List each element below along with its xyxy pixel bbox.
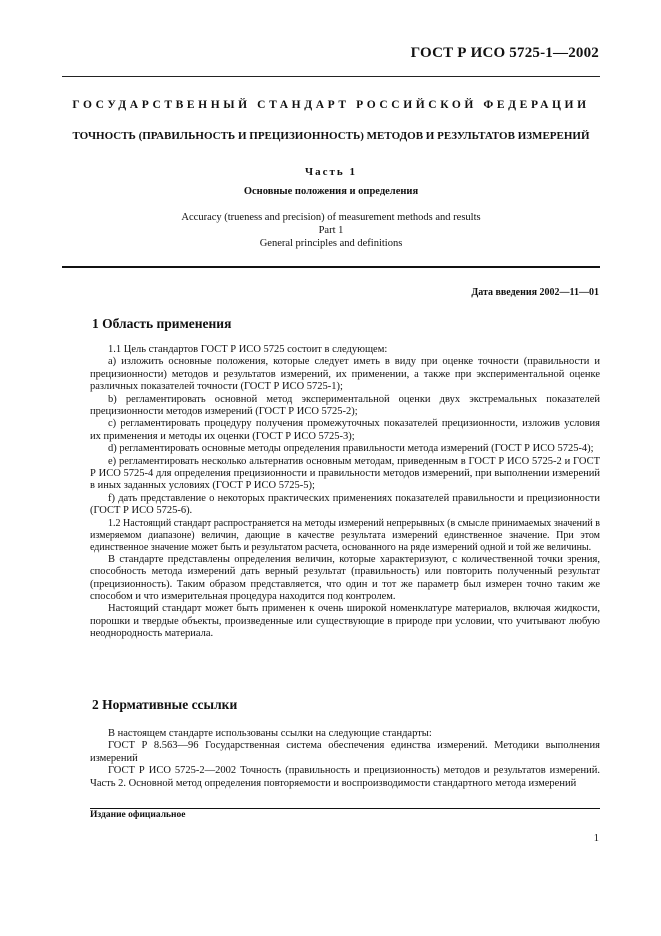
state-standard-title: ГОСУДАРСТВЕННЫЙ СТАНДАРТ РОССИЙСКОЙ ФЕДЕРАЦИИ <box>72 99 590 111</box>
references-intro: В настоящем стандарте использованы ссылки на следующие стандарты: <box>108 728 432 739</box>
list-item-a: а) изложить основные положения, которые следует иметь в виду при оценке точности (правильности и прецизионности) методов и результатов измерений, их применении, а также при экспериментальной оценке различных показателей точности (ГОСТ Р ИСО 5725-1); <box>90 356 600 393</box>
header-divider <box>62 76 600 77</box>
reference-2: ГОСТ Р ИСО 5725-2—2002 Точность (правильность и прецизионность) методов и результатов измерений. Часть 2. Основной метод определения повторяемости и воспроизводимости стандартного метода измерений <box>90 765 600 789</box>
section-2-body <box>90 728 600 790</box>
document-number: ГОСТ Р ИСО 5725-1—2002 <box>410 45 599 61</box>
part-subtitle: Основные положения и определения <box>243 186 419 197</box>
paragraph-1-1: 1.1 Цель стандартов ГОСТ Р ИСО 5725 состоит в следующем: <box>108 344 388 355</box>
english-title: Accuracy (trueness and precision) of measurement methods and results <box>181 212 481 223</box>
reference-1: ГОСТ Р 8.563—96 Государственная система обеспечения единства измерений. Методики выполнения измерений <box>90 740 600 764</box>
english-title-block <box>62 211 600 250</box>
footer-divider <box>90 808 600 809</box>
list-item-e: e) регламентировать несколько альтернатив основным методам, приведенным в ГОСТ Р ИСО 5725-2 и ГОСТ Р ИСО 5725-4 для определения прецизионности и правильности методов измерений, при выполнении измерений в иных заданных условиях (ГОСТ Р ИСО 5725-5); <box>90 455 600 492</box>
paragraph-1-2: 1.2 Настоящий стандарт распространяется на методы измерений непрерывных (в смысле принимаемых значений в измеряемом диапазоне) величин, дающие в качестве результата измерений единственное значение. При этом единственное значение может быть и результатом расчета, основанного на ряде измерений одной и той же величины. <box>90 517 600 553</box>
introduction-date: Дата введения 2002—11—01 <box>471 287 599 298</box>
page-number: 1 <box>593 833 599 844</box>
list-item-f: f) дать представление о некоторых практических применениях показателей правильности и прецизионности (ГОСТ Р ИСО 5725-6). <box>90 492 600 517</box>
list-item-b: b) регламентировать основной метод экспериментальной оценки двух экстремальных показателей прецизионности методов измерений (ГОСТ Р ИСО 5725-2); <box>90 393 600 418</box>
paragraph-applicability: Настоящий стандарт может быть применен к очень широкой номенклатуре материалов, включая жидкости, порошки и твердые объекты, произведенные или существующие в природе при условии, что учитывают любую неоднородность материала. <box>90 603 600 640</box>
list-item-c: c) регламентировать процедуру получения промежуточных показателей прецизионности, изложив условия их применения и методы их оценки (ГОСТ Р ИСО 5725-3); <box>90 418 600 442</box>
section-1-body <box>90 344 600 641</box>
section-1-heading: 1 Область применения <box>92 316 232 331</box>
part-label: Часть 1 <box>305 166 357 178</box>
list-item-d: d) регламентировать основные методы определения правильности метода измерений (ГОСТ Р ИСО 5725-4); <box>108 443 594 455</box>
english-part: Part 1 <box>318 225 344 236</box>
title-divider <box>62 266 600 268</box>
section-2-heading: 2 Нормативные ссылки <box>92 697 238 712</box>
english-subtitle: General principles and definitions <box>259 238 403 249</box>
official-edition-note: Издание официальное <box>90 810 186 820</box>
paragraph-definitions: В стандарте представлены определения величин, которые характеризуют, с количественной точки зрения, способность метода измерений дать верный результат (правильность) или повторить полученный результат (прецизионность). Таким образом представляется, что один и тот же параметр был измерен точно таким же способом и что измерительная процедура находится под контролем. <box>90 553 600 602</box>
standard-title: ТОЧНОСТЬ (ПРАВИЛЬНОСТЬ И ПРЕЦИЗИОННОСТЬ) МЕТОДОВ И РЕЗУЛЬТАТОВ ИЗМЕРЕНИЙ <box>72 130 590 142</box>
